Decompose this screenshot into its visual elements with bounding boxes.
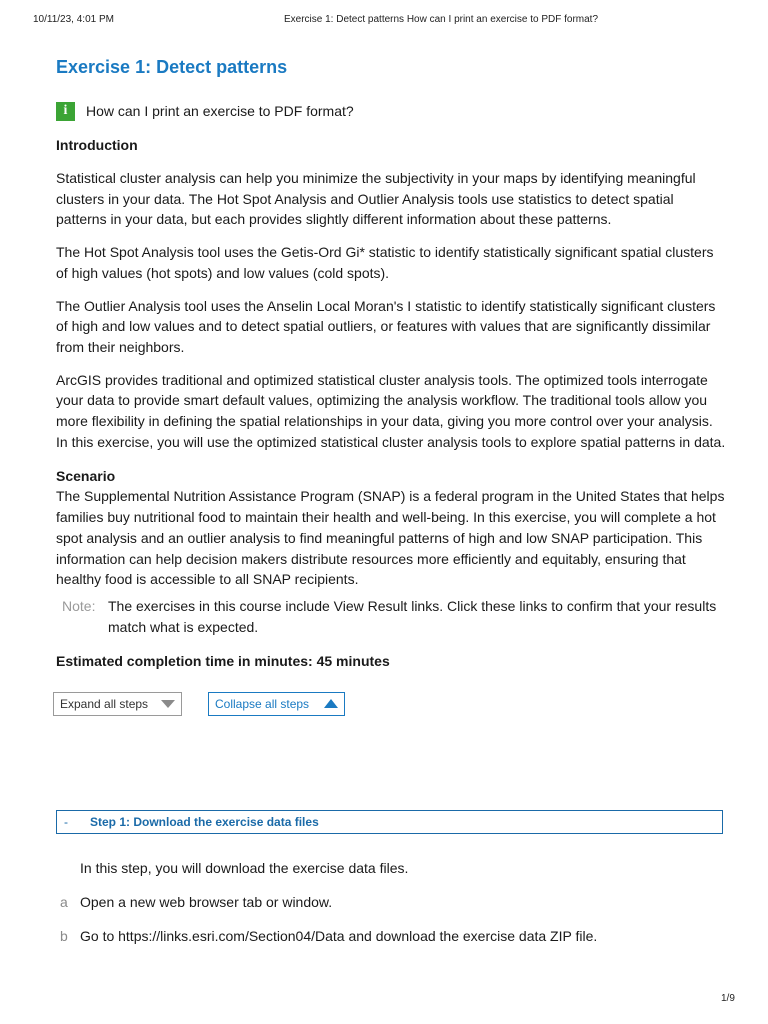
step-1-body <box>56 858 736 947</box>
note-box <box>56 596 726 638</box>
substep-letter: b <box>60 928 68 944</box>
intro-paragraph: Statistical cluster analysis can help you minimize the subjectivity in your maps by identifying meaningful clusters in your data. The Hot Spot Analysis and Outlier Analysis tools use statistics to detect spatial patterns in your data, but each provides slightly different information about these patterns. <box>56 170 696 228</box>
expand-all-label: Expand all steps <box>60 696 149 711</box>
intro-paragraph: The Hot Spot Analysis tool uses the Getis-Ord Gi* statistic to identify statistically significant spatial clusters of high values (hot spots) and low values (cold spots). <box>56 244 714 281</box>
note-text: The exercises in this course include View Result links. Click these links to confirm that your results match what is expected. <box>108 597 717 635</box>
triangle-down-icon <box>161 700 175 708</box>
info-icon: i <box>56 102 75 121</box>
substep-a <box>56 892 736 913</box>
main-content <box>56 52 726 718</box>
page-title: Exercise 1: Detect patterns <box>56 57 288 77</box>
collapse-all-label: Collapse all steps <box>215 696 310 711</box>
collapse-toggle-icon[interactable]: - <box>64 815 68 829</box>
scenario-heading: Scenario <box>56 468 116 485</box>
pdf-help-row[interactable] <box>56 100 726 122</box>
intro-paragraph: The Outlier Analysis tool uses the Anselin Local Moran's I statistic to identify statistically significant clusters of high and low values and to detect spatial outliers, or features with values that are significantly dissimilar from their neighbors. <box>56 297 716 355</box>
step-1-header[interactable] <box>56 810 723 834</box>
step-1-intro: In this step, you will download the exercise data files. <box>80 860 409 876</box>
estimated-time: Estimated completion time in minutes: 45 minutes <box>56 652 390 669</box>
triangle-up-icon <box>324 699 338 708</box>
step-1-title: Step 1: Download the exercise data files <box>90 815 319 829</box>
page-number: 1/9 <box>721 993 735 1004</box>
introduction-heading: Introduction <box>56 137 138 153</box>
note-label: Note: <box>62 597 96 614</box>
substep-letter: a <box>60 894 68 910</box>
print-datetime: 10/11/23, 4:01 PM <box>33 14 114 25</box>
expand-all-button[interactable] <box>53 692 182 716</box>
print-header <box>0 14 768 30</box>
substep-text: Open a new web browser tab or window. <box>80 894 333 910</box>
print-title: Exercise 1: Detect patterns How can I print an exercise to PDF format? <box>284 14 599 25</box>
step-controls <box>56 692 726 718</box>
intro-paragraph: ArcGIS provides traditional and optimized statistical cluster analysis tools. The optimized tools interrogate your data to provide smart default values, optimizing the analysis workflow. The traditional tools allow you more flexibility in defining the spatial relationships in your data, giving you more control over your analysis. In this exercise, you will use the optimized statistical cluster analysis tools to explore spatial patterns in data. <box>56 371 726 450</box>
substep-b <box>56 926 736 947</box>
substep-text: Go to https://links.esri.com/Section04/Data and download the exercise data ZIP file. <box>80 928 598 944</box>
scenario-paragraph: The Supplemental Nutrition Assistance Program (SNAP) is a federal program in the United States that helps families buy nutritional food to maintain their health and well-being. In this exercise, you will complete a hot spot analysis and an outlier analysis to find meaningful patterns of high and low SNAP participation. This information can help decision makers distribute resources more efficiently and equitably, ensuring that healthy food is accessible to all SNAP recipients. <box>56 488 725 588</box>
pdf-help-link[interactable]: How can I print an exercise to PDF format? <box>86 103 354 119</box>
collapse-all-button[interactable] <box>208 692 345 716</box>
